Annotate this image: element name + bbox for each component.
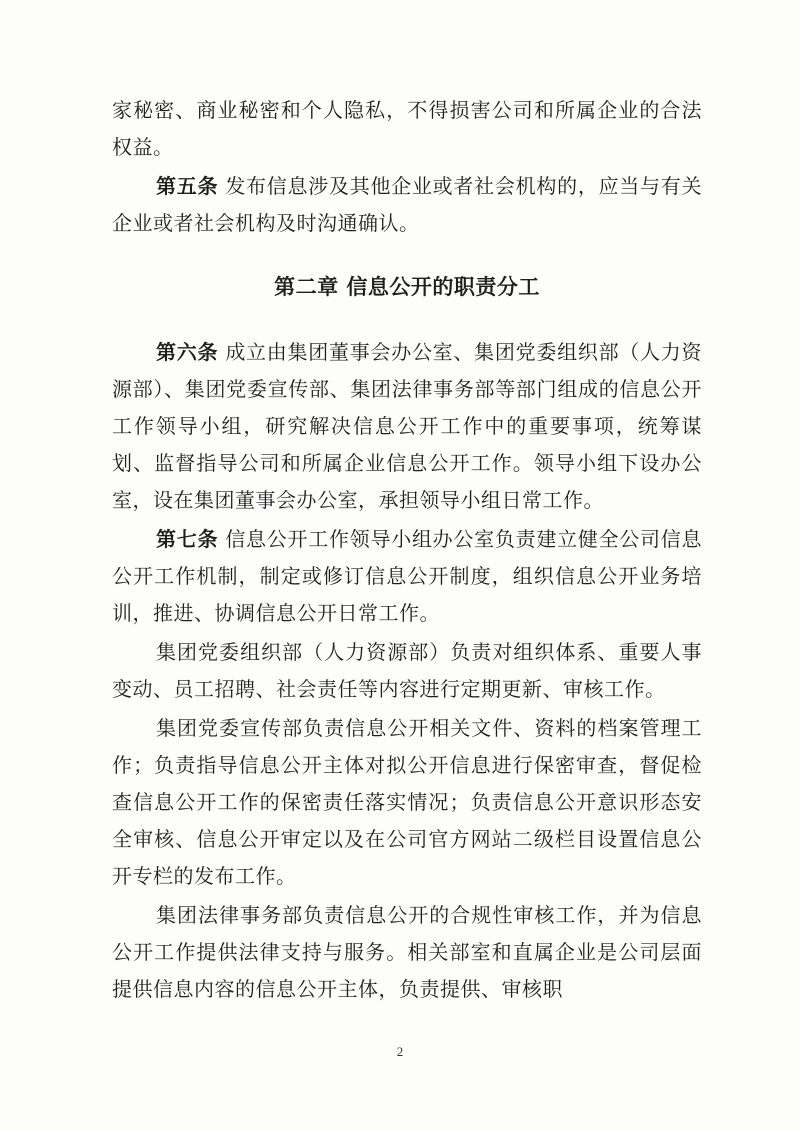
article-7-text: 信息公开工作领导小组办公室负责建立健全公司信息公开工作机制，制定或修订信息公开制度，组织信息公开业务培训，推进、协调信息公开日常工作。 — [112, 527, 703, 625]
chapter-title: 第二章 信息公开的职责分工 — [274, 275, 540, 299]
article-6-text: 成立由集团董事会办公室、集团党委组织部（人力资源部）、集团党委宣传部、集团法律事务部等部门组成的信息公开工作领导小组，研究解决信息公开工作中的重要事项，统筹谋划、监督指导公司和所属企业信息公开工作。领导小组下设办公室，设在集团董事会办公室，承担领导小组日常工作。 — [112, 340, 703, 512]
article-7-label: 第七条 — [156, 527, 219, 551]
publicity-dept-paragraph — [112, 710, 702, 895]
paragraph-text: 家秘密、商业秘密和个人隐私，不得损害公司和所属企业的合法权益。 — [112, 98, 702, 159]
article-6-paragraph — [112, 334, 702, 519]
article-5-label: 第五条 — [156, 174, 219, 198]
paragraph-continuation — [112, 92, 702, 166]
page-number: 2 — [396, 1044, 404, 1059]
publicity-dept-text: 集团党委宣传部负责信息公开相关文件、资料的档案管理工作；负责指导信息公开主体对拟公开信息进行保密审查，督促检查信息公开工作的保密责任落实情况；负责信息公开意识形态安全审核、信息公开审定以及在公司官方网站二级栏目设置信息公开专栏的发布工作。 — [112, 716, 702, 888]
legal-dept-paragraph — [112, 897, 702, 1008]
org-dept-text: 集团党委组织部（人力资源部）负责对组织体系、重要人事变动、员工招聘、社会责任等内容进行定期更新、审核工作。 — [112, 640, 702, 701]
legal-dept-text: 集团法律事务部负责信息公开的合规性审核工作，并为信息公开工作提供法律支持与服务。相关部室和直属企业是公司层面提供信息内容的信息公开主体，负责提供、审核职 — [112, 903, 702, 1001]
article-7-paragraph — [112, 521, 702, 632]
org-dept-paragraph — [112, 634, 702, 708]
document-body — [112, 92, 702, 1008]
article-5-text: 发布信息涉及其他企业或者社会机构的，应当与有关企业或者社会机构及时沟通确认。 — [112, 174, 703, 235]
article-5-paragraph — [112, 168, 702, 242]
article-6-label: 第六条 — [156, 340, 219, 364]
